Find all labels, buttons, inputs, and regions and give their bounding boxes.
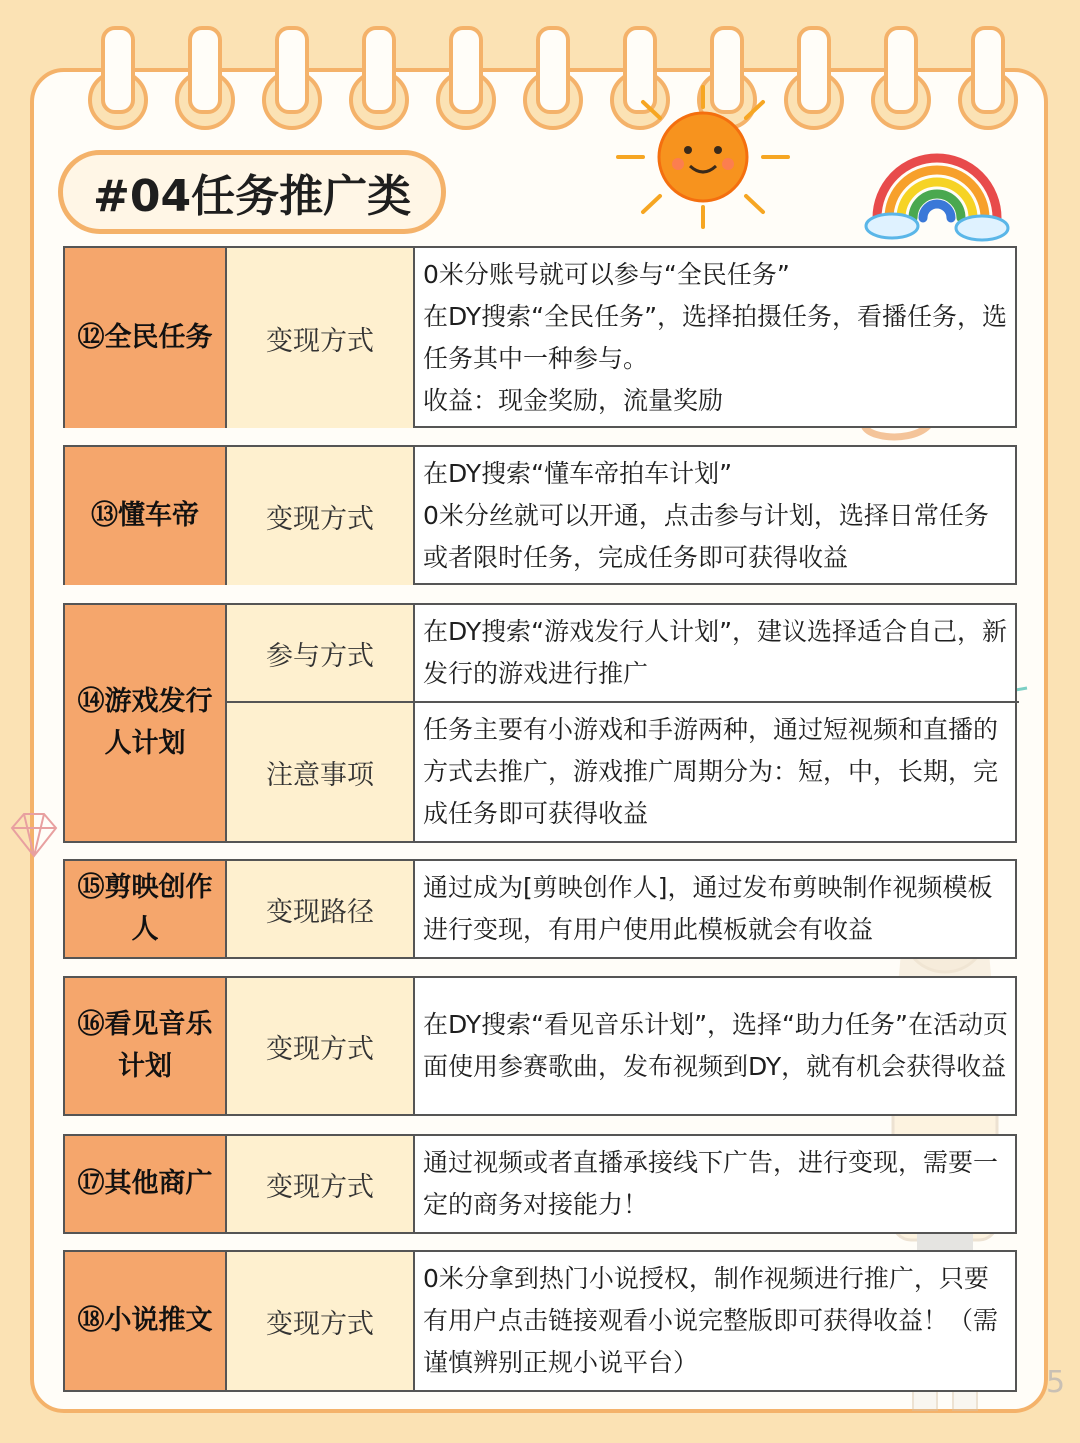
rainbow-icon: [862, 128, 1012, 248]
binder-ring: [958, 26, 1016, 130]
gem-icon: [6, 808, 60, 862]
table-row: [63, 1134, 1017, 1234]
item-desc: 0米分拿到热门小说授权，制作视频进行推广，只要有用户点击链接观看小说完整版即可获得收益！（需谨慎辨别正规小说平台）: [423, 1264, 999, 1377]
table-row: [63, 1250, 1017, 1392]
item-desc-2: 任务主要有小游戏和手游两种，通过短视频和直播的方式去推广，游戏推广周期分为：短，中，长期，完成任务即可获得收益: [423, 715, 999, 828]
binder-ring: [262, 26, 320, 130]
binder-ring: [871, 26, 929, 130]
item-desc: 在DY搜索“懂车帝拍车计划” 0米分丝就可以开通，点击参与计划，选择日常任务或者限时任务，完成任务即可获得收益: [423, 459, 989, 572]
item-desc: 在DY搜索“看见音乐计划”，选择“助力任务”在活动页面使用参赛歌曲，发布视频到DY，就有机会获得收益: [423, 1010, 1008, 1081]
item-name: ⑱小说推文: [65, 1252, 227, 1390]
item-label: 变现方式: [227, 978, 415, 1114]
binder-ring: [436, 26, 494, 130]
item-name: ⑮剪映创作人: [65, 861, 227, 957]
page-number: 5: [1046, 1365, 1066, 1400]
page-title: #04任务推广类: [58, 150, 446, 234]
binder-ring: [175, 26, 233, 130]
table-row: [63, 603, 1017, 843]
item-label-2: 注意事项: [227, 703, 415, 841]
binder-ring: [523, 26, 581, 130]
item-name: ⑭游戏发行人计划: [65, 605, 227, 841]
item-name: ⑫全民任务: [65, 248, 227, 428]
binder-ring: [349, 26, 407, 130]
binder-ring: [88, 26, 146, 130]
item-desc: 通过视频或者直播承接线下广告，进行变现，需要一定的商务对接能力！: [423, 1148, 999, 1219]
item-name: ⑯看见音乐计划: [65, 978, 227, 1114]
table-row: [63, 859, 1017, 959]
item-desc: 在DY搜索“游戏发行人计划”，建议选择适合自己，新发行的游戏进行推广: [423, 617, 1008, 688]
item-label: 变现方式: [227, 1136, 415, 1232]
table-row: [63, 976, 1017, 1116]
item-label: 变现方式: [227, 447, 415, 585]
item-desc: 0米分账号就可以参与“全民任务” 在DY搜索“全民任务”，选择拍摄任务，看播任务，选任务其中一种参与。 收益：现金奖励，流量奖励: [423, 260, 1008, 415]
item-label: 变现路径: [227, 861, 415, 957]
item-desc: 通过成为[剪映创作人]，通过发布剪映制作视频模板进行变现，有用户使用此模板就会有收益: [423, 873, 993, 944]
table-row: [63, 445, 1017, 585]
sun-icon: [608, 82, 798, 232]
item-label: 参与方式: [227, 605, 415, 701]
table-row: [63, 246, 1017, 428]
item-label: 变现方式: [227, 248, 415, 428]
item-name: ⑬懂车帝: [65, 447, 227, 585]
item-name: ⑰其他商广: [65, 1136, 227, 1232]
item-label: 变现方式: [227, 1252, 415, 1390]
